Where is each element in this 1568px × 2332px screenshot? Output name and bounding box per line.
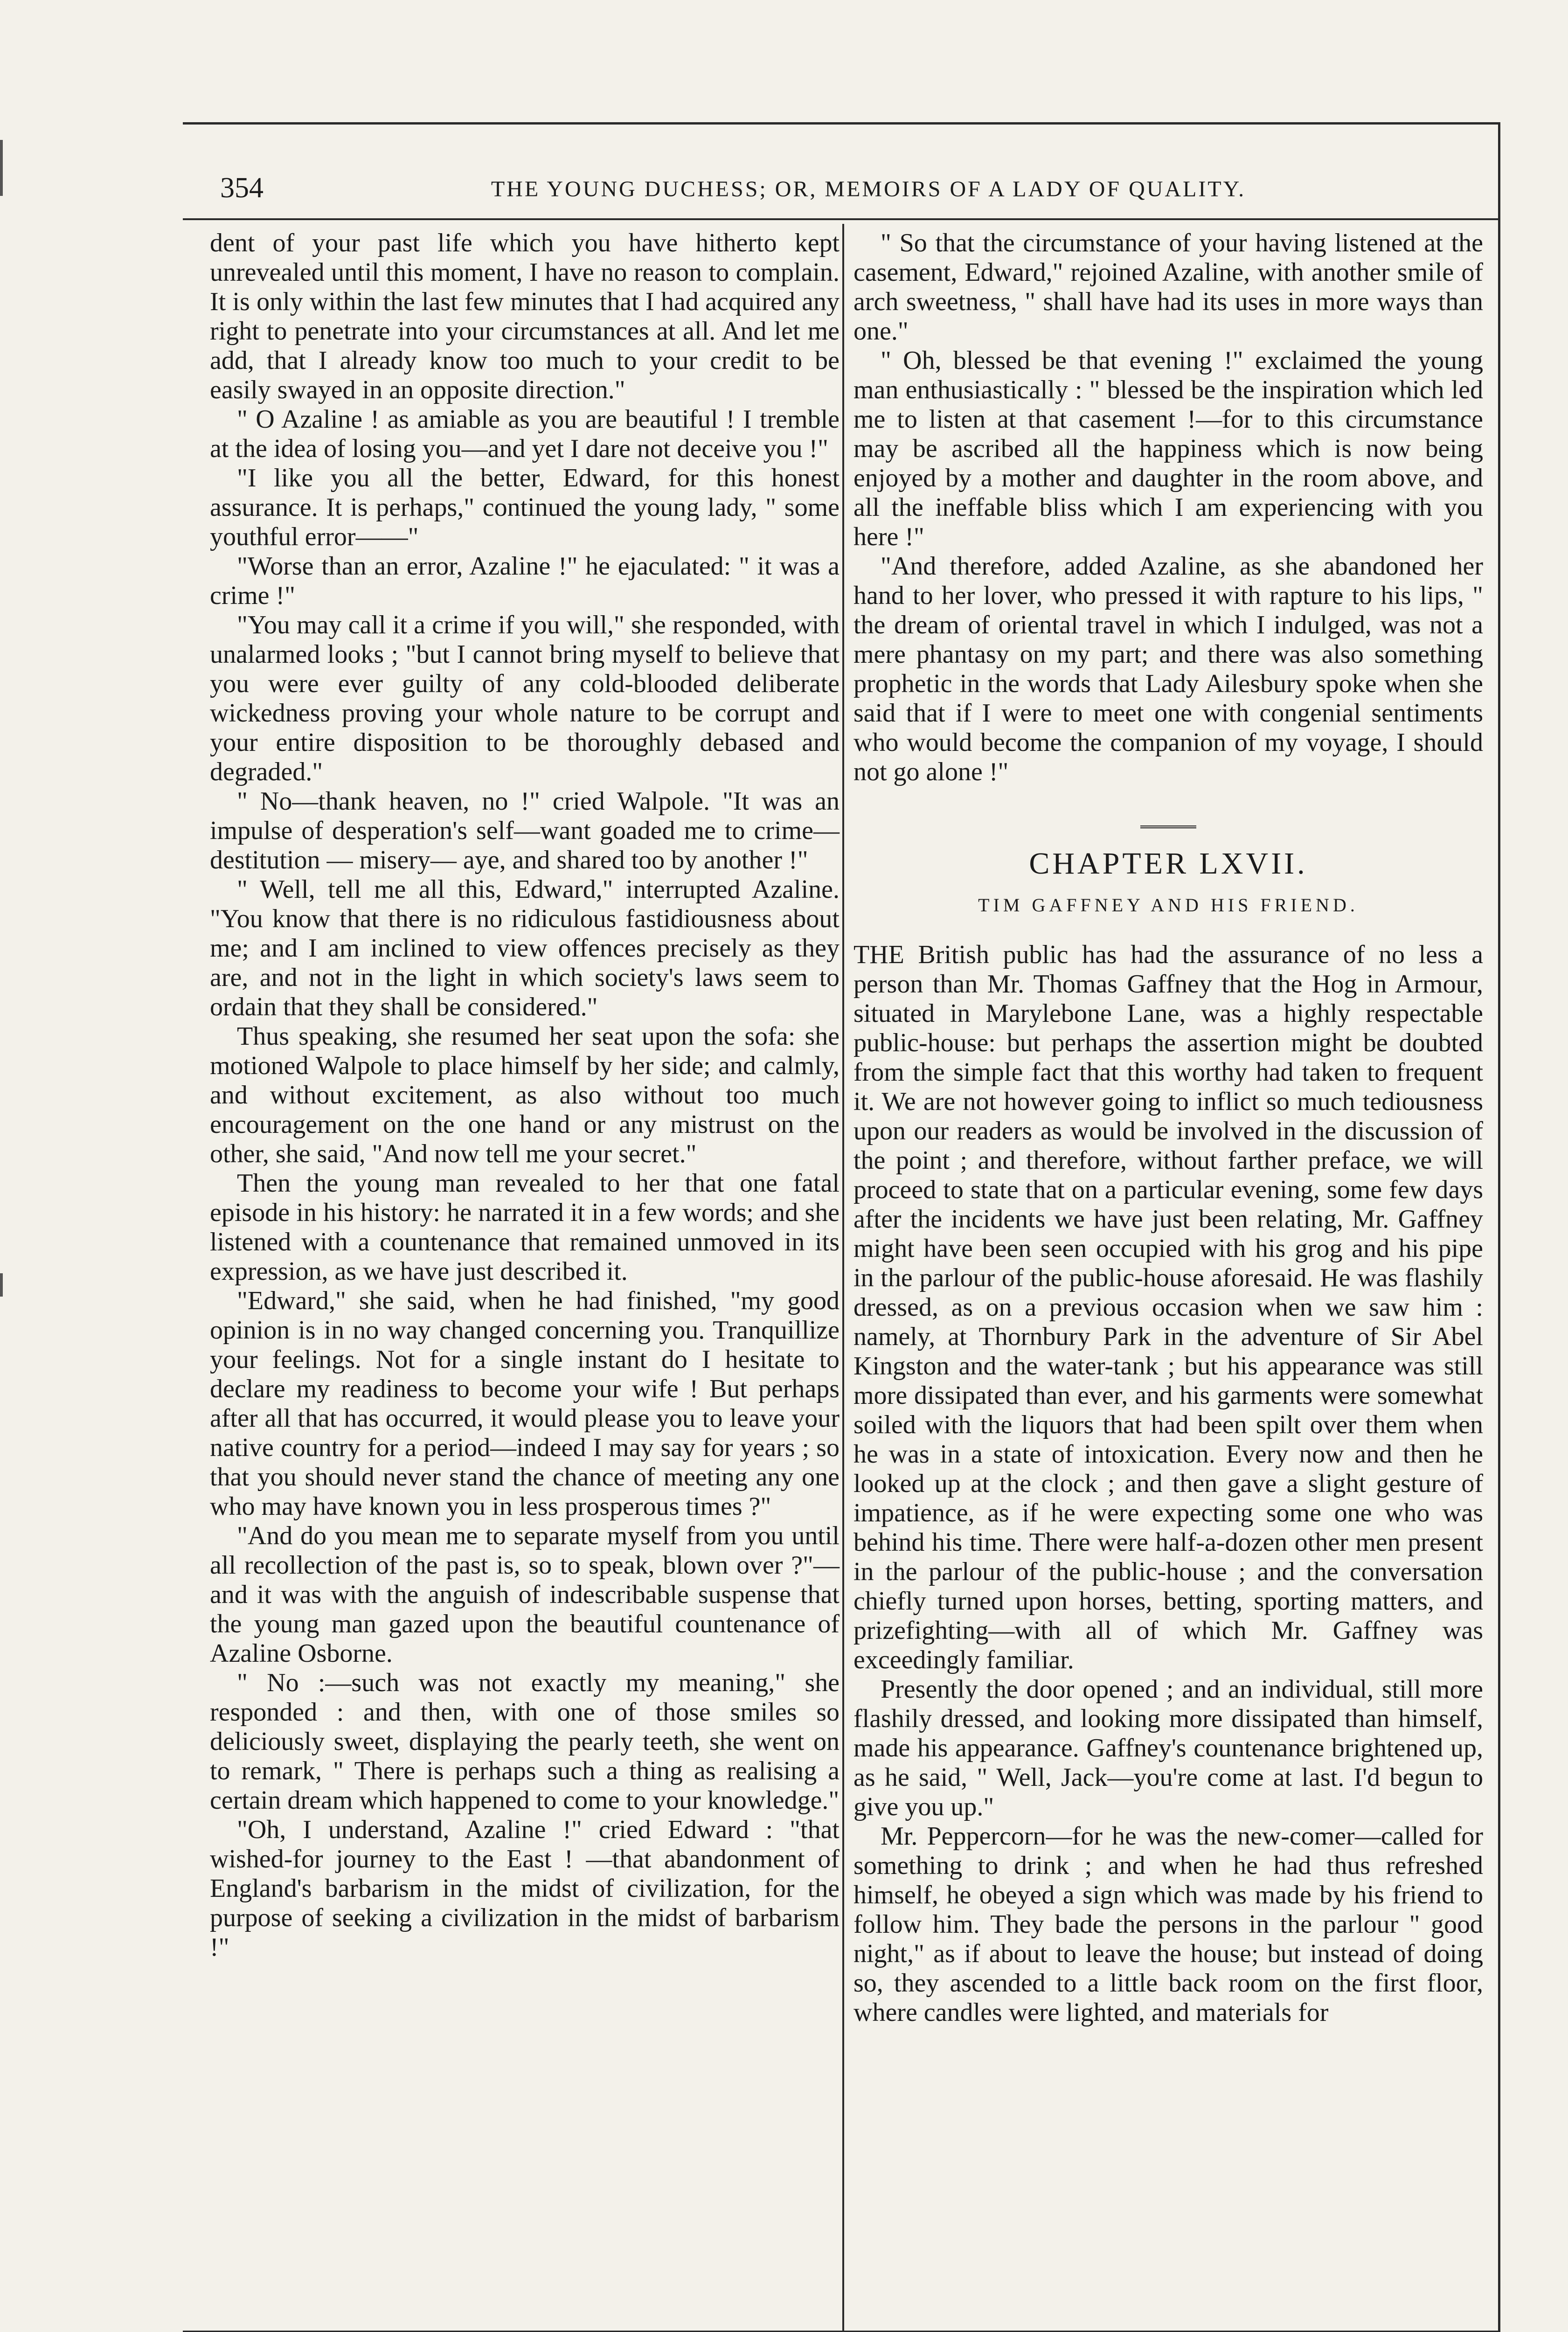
chapter-title: CHAPTER LXVII. bbox=[1029, 847, 1308, 881]
paragraph: " Well, tell me all this, Edward," interrupted Azaline. "You know that there is no ridiculous fastidiousness about me; and I am inclined to view offences precisely as they are, and not in the light in which society's laws seem to ordain that they shall be considered." bbox=[210, 875, 840, 1021]
header-rule bbox=[183, 218, 1498, 220]
paragraph: Mr. Peppercorn—for he was the new-comer—called for something to drink ; and when he had thus refreshed himself, he obeyed a sign which was made by his friend to follow him. They bade the persons in the parlour " good night," as if about to leave the house; but instead of doing so, they ascended to a little back room on the first floor, where candles were lighted, and materials for bbox=[853, 1822, 1483, 2027]
column-divider bbox=[842, 224, 844, 2332]
paragraph: " Oh, blessed be that evening !" exclaimed the young man enthusiastically : " blessed be the inspiration which led me to listen at that casement !—for to this circumstance may be ascribed all the happiness which is now being enjoyed by a mother and daughter in the room above, and all the ineffable bliss which I am experiencing with you here !" bbox=[853, 346, 1483, 551]
paragraph: Thus speaking, she resumed her seat upon the sofa: she motioned Walpole to place himself by her side; and calmly, and without excitement, as also without too much encouragement on the one hand or any mistrust on the other, she said, "And now tell me your secret." bbox=[210, 1022, 840, 1168]
paragraph: "Worse than an error, Azaline !" he ejaculated: " it was a crime !" bbox=[210, 552, 840, 610]
paragraph: "And therefore, added Azaline, as she abandoned her hand to her lover, who pressed it with rapture to his lips, " the dream of oriental travel in which I indulged, was not a mere phantasy on my part; and there was also something prophetic in the words that Lady Ailesbury spoke when she said that if I were to meet one with congenial sentiments who would become the companion of my voyage, I should not go alone !" bbox=[853, 552, 1483, 786]
paragraph: "Oh, I understand, Azaline !" cried Edward : "that wished-for journey to the East ! —that abandonment of England's barbarism in the midst of civilization, for the purpose of seeking a civilization in the midst of barbarism !" bbox=[210, 1815, 840, 1962]
left-column bbox=[210, 229, 840, 1962]
chapter-subtitle: TIM GAFFNEY AND HIS FRIEND. bbox=[978, 895, 1359, 916]
chapter-ornament bbox=[853, 805, 1483, 835]
margin-scan-mark bbox=[0, 1273, 3, 1297]
paragraph: "And do you mean me to separate myself from you until all recollection of the past is, so to speak, blown over ?"—and it was with the anguish of indescribable suspense that the young man gazed upon the beautiful countenance of Azaline Osborne. bbox=[210, 1521, 840, 1668]
right-column bbox=[853, 229, 1483, 2027]
paragraph: Presently the door opened ; and an individual, still more flashily dressed, and looking more dissipated than himself, made his appearance. Gaffney's countenance brightened up, as he said, " Well, Jack—you're come at last. I'd begun to give you up." bbox=[853, 1675, 1483, 1821]
page-number: 354 bbox=[220, 172, 264, 204]
margin-scan-mark bbox=[0, 140, 3, 196]
paragraph: " No—thank heaven, no !" cried Walpole. "It was an impulse of desperation's self—want goaded me to crime— destitution — misery— aye, and shared too by another !" bbox=[210, 787, 840, 874]
chapter-opening-paragraph: THE British public has had the assurance of no less a person than Mr. Thomas Gaffney that the Hog in Armour, situated in Marylebone Lane, was a highly respectable public-house: but perhaps the assertion might be doubted from the simple fact that this worthy had taken to frequent it. We are not however going to inflict so much tediousness upon our readers as would be involved in the discussion of the point ; and therefore, without farther preface, we will proceed to state that on a particular evening, some few days after the incidents we have just been relating, Mr. Gaffney might have been seen occupied with his grog and his pipe in the parlour of the public-house aforesaid. He was flashily dressed, as on a previous occasion when we saw him : namely, at Thornbury Park in the adventure of Sir Abel Kingston and the water-tank ; but his appearance was still more dissipated than ever, and his garments were somewhat soiled with the liquors that had been spilt over them when he was in a state of intoxication. Every now and then he looked up at the clock ; and then gave a slight gesture of impatience, as if he were expecting some one who was behind his time. There were half-a-dozen other men present in the parlour of the public-house ; and the conversation chiefly turned upon horses, betting, sporting matters, and prizefighting—with all of which Mr. Gaffney was exceedingly familiar. bbox=[853, 940, 1483, 1674]
paragraph: "I like you all the better, Edward, for this honest assurance. It is perhaps," continued the young lady, " some youthful error——" bbox=[210, 464, 840, 551]
page-header bbox=[183, 168, 1498, 210]
paragraph: Then the young man revealed to her that one fatal episode in his history: he narrated it in a few words; and she listened with a countenance that remained unmoved in its expression, as we have just described it. bbox=[210, 1169, 840, 1286]
paragraph: " No :—such was not exactly my meaning," she responded : and then, with one of those smiles so deliciously sweet, displaying the pearly teeth, she went on to remark, " There is perhaps such a thing as realising a certain dream which happened to come to your knowledge." bbox=[210, 1668, 840, 1815]
paragraph: dent of your past life which you have hitherto kept unrevealed until this moment, I have no reason to complain. It is only within the last few minutes that I had acquired any right to penetrate into your circumstances at all. And let me add, that I already know too much to your credit to be easily swayed in an opposite direction." bbox=[210, 229, 840, 404]
running-title: THE YOUNG DUCHESS; OR, MEMOIRS OF A LADY OF QUALITY. bbox=[491, 177, 1246, 201]
paragraph: " So that the circumstance of your having listened at the casement, Edward," rejoined Azaline, with another smile of arch sweetness, " shall have had its uses in more ways than one." bbox=[853, 229, 1483, 346]
paragraph: " O Azaline ! as amiable as you are beautiful ! I tremble at the idea of losing you—and yet I dare not deceive you !" bbox=[210, 405, 840, 463]
paragraph: "Edward," she said, when he had finished, "my good opinion is in no way changed concerning you. Tranquillize your feelings. Not for a single instant do I hesitate to declare my readiness to become your wife ! But perhaps after all that has occurred, it would please you to leave your native country for a period—indeed I may say for years ; so that you should never stand the chance of meeting any one who may have known you in less prosperous times ?" bbox=[210, 1286, 840, 1521]
paragraph: "You may call it a crime if you will," she responded, with unalarmed looks ; "but I cannot bring myself to believe that you were ever guilty of any cold-blooded deliberate wickedness proving your whole nature to be corrupt and your entire disposition to be thoroughly debased and degraded." bbox=[210, 611, 840, 786]
